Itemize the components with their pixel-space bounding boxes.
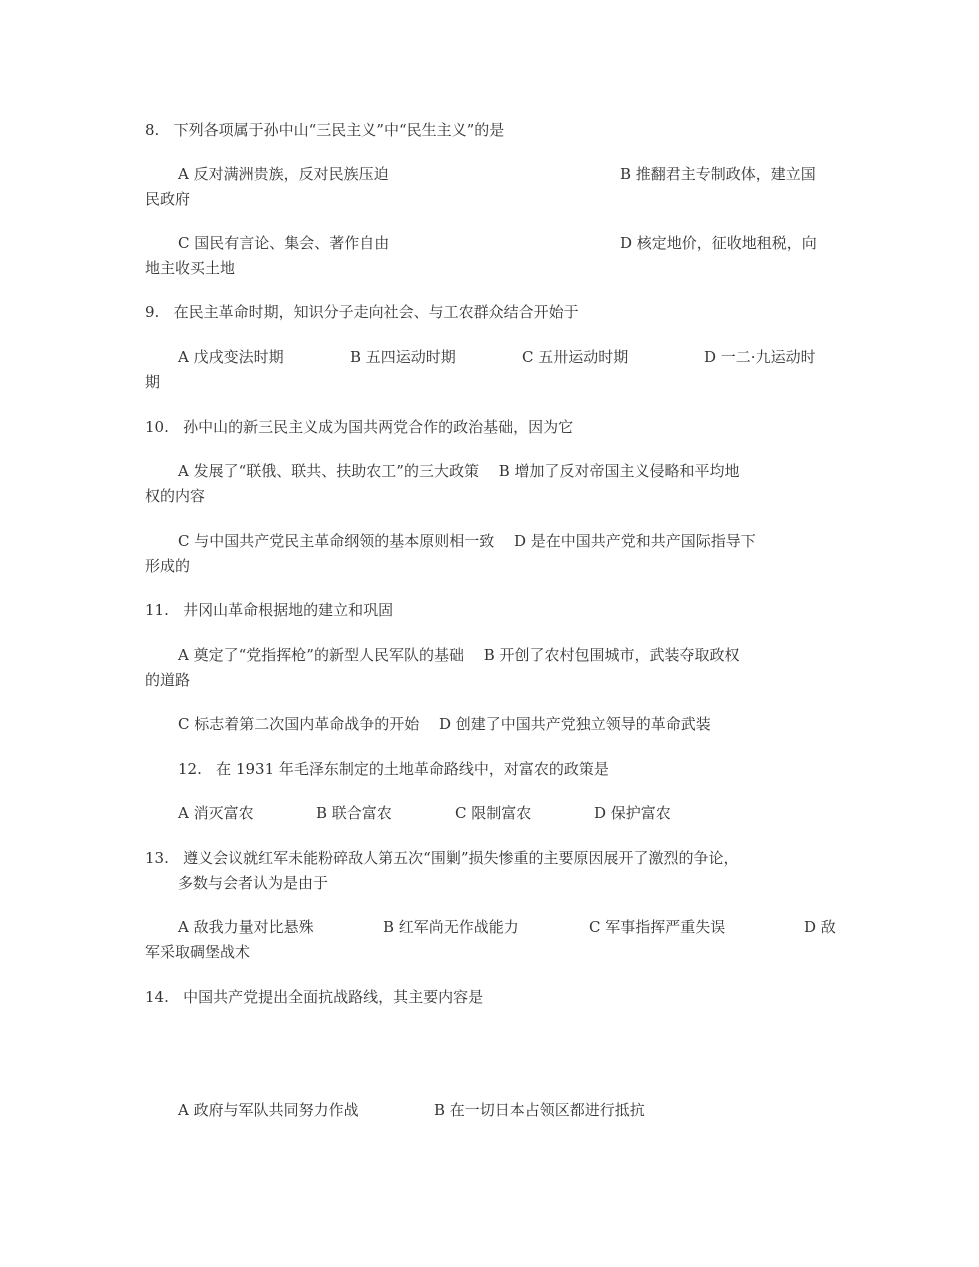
option-c: C 国民有言论、集会、著作自由 [178, 234, 390, 252]
option-d: D 保护富农 [594, 804, 671, 822]
question-stem: 下列各项属于孙中山“三民主义”中“民生主义”的是 [173, 121, 505, 139]
question-8 [145, 118, 840, 143]
question-13-options [145, 915, 840, 965]
option-a: A 消灭富农 [178, 804, 254, 822]
question-number: 12. [178, 760, 202, 778]
question-stem: 孙中山的新三民主义成为国共两党合作的政治基础，因为它 [183, 418, 574, 436]
option-ab: A 奠定了“党指挥枪”的新型人民军队的基础 B 开创了农村包围城市，武装夺取政权 [178, 646, 740, 664]
option-b: B 推翻君主专制政体，建立国 [620, 165, 816, 183]
option-d: D 敌 [804, 918, 836, 936]
question-number: 14. [145, 988, 169, 1006]
option-d-cont: 军采取碉堡战术 [145, 943, 251, 961]
question-14-options [145, 1098, 840, 1123]
option-ab: A 发展了“联俄、联共、扶助农工”的三大政策 B 增加了反对帝国主义侵略和平均地 [178, 462, 740, 480]
question-number: 8. [145, 121, 160, 139]
option-c: C 限制富农 [455, 804, 532, 822]
question-number: 9. [145, 303, 160, 321]
question-8-options-ab [145, 162, 840, 212]
question-11-options-ab [145, 643, 840, 693]
option-b-cont: 民政府 [145, 190, 191, 208]
question-8-options-cd [145, 231, 840, 281]
question-stem: 井冈山革命根据地的建立和巩固 [183, 601, 394, 619]
option-d: D 核定地价，征收地租税，向 [620, 234, 817, 252]
option-d-cont: 期 [145, 373, 161, 391]
question-stem: 在 1931 年毛泽东制定的土地革命路线中，对富农的政策是 [216, 760, 609, 778]
question-stem-cont: 多数与会者认为是由于 [178, 874, 329, 892]
question-number: 10. [145, 418, 169, 436]
question-13 [145, 846, 840, 896]
question-9 [145, 300, 840, 325]
option-cd: C 与中国共产党民主革命纲领的基本原则相一致 D 是在中国共产党和共产国际指导下 [178, 532, 756, 550]
option-ab-cont: 权的内容 [145, 487, 206, 505]
question-12-options [145, 801, 840, 826]
option-b: B 在一切日本占领区都进行抵抗 [434, 1101, 645, 1119]
option-cd-cont: 形成的 [145, 557, 191, 575]
question-10-options-cd [145, 529, 840, 579]
option-d-cont: 地主收买土地 [145, 259, 236, 277]
question-10 [145, 415, 840, 440]
option-c: C 五卅运动时期 [522, 348, 629, 366]
question-stem: 中国共产党提出全面抗战路线，其主要内容是 [183, 988, 484, 1006]
option-b: B 红军尚无作战能力 [383, 918, 519, 936]
question-number: 13. [145, 849, 169, 867]
option-b: B 联合富农 [316, 804, 392, 822]
option-b: B 五四运动时期 [350, 348, 456, 366]
question-11 [145, 598, 840, 623]
option-a: A 反对满洲贵族，反对民族压迫 [178, 165, 389, 183]
option-cd: C 标志着第二次国内革命战争的开始 D 创建了中国共产党独立领导的革命武装 [178, 715, 711, 733]
option-d: D 一二·九运动时 [704, 348, 816, 366]
option-c: C 军事指挥严重失误 [589, 918, 726, 936]
question-9-options [145, 345, 840, 395]
option-ab-cont: 的道路 [145, 671, 191, 689]
option-a: A 敌我力量对比悬殊 [178, 918, 314, 936]
question-10-options-ab [145, 459, 840, 509]
question-11-options-cd [145, 712, 840, 737]
question-14 [145, 985, 840, 1010]
question-stem: 在民主革命时期，知识分子走向社会、与工农群众结合开始于 [173, 303, 579, 321]
question-stem: 遵义会议就红军未能粉碎敌人第五次“围剿”损失惨重的主要原因展开了激烈的争论， [183, 849, 739, 867]
question-12 [145, 757, 840, 782]
option-a: A 戊戌变法时期 [178, 348, 284, 366]
question-number: 11. [145, 601, 169, 619]
option-a: A 政府与军队共同努力作战 [178, 1101, 359, 1119]
